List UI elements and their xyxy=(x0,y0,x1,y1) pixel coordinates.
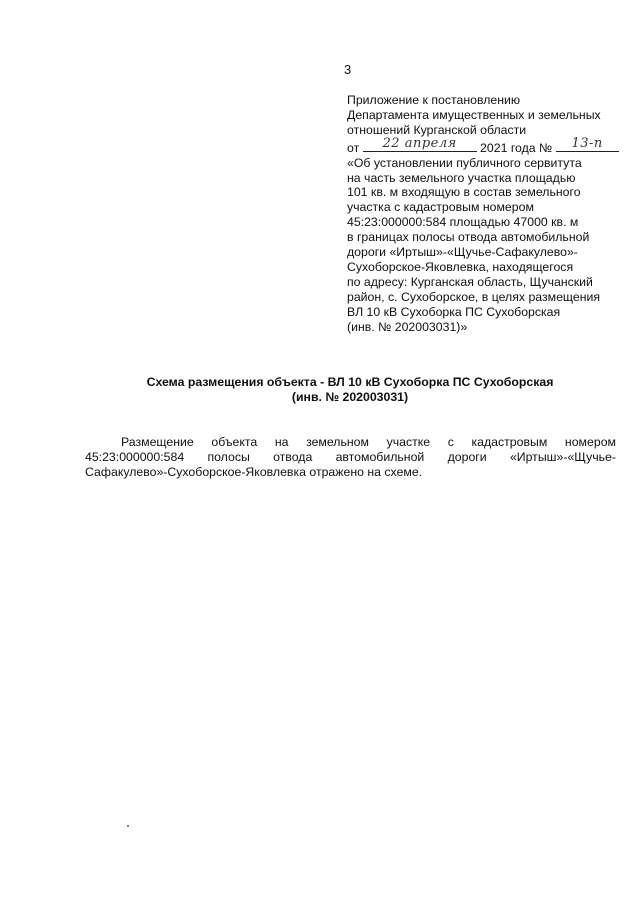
handwritten-number-field xyxy=(556,135,619,152)
body-line: Сафакулево»-Сухоборское-Яковлевка отражено на схеме. xyxy=(85,465,423,479)
appendix-line: отношений Курганской области xyxy=(347,122,527,137)
body-line: 45:23:000000:584 полосы отвода автомобильной дороги «Иртыш»-«Щучье- xyxy=(85,450,616,464)
appendix-line: район, с. Сухоборское, в целях размещения xyxy=(347,289,601,304)
document-heading xyxy=(70,375,630,405)
appendix-line: «Об установлении публичного сервитута xyxy=(347,155,582,170)
appendix-block xyxy=(347,93,622,335)
appendix-line: Приложение к постановлению xyxy=(347,93,521,107)
scan-speck xyxy=(127,825,129,827)
handwritten-number: 13-п xyxy=(571,135,603,151)
heading-line: Схема размещения объекта - ВЛ 10 кВ Сухоборка ПС Сухоборская xyxy=(146,375,554,389)
handwritten-date: 22 апреля xyxy=(382,135,457,151)
appendix-line: по адресу: Курганская область, Щучанский xyxy=(347,274,593,289)
appendix-date-line xyxy=(347,135,622,156)
body-paragraph xyxy=(85,435,616,480)
appendix-line: участка с кадастровым номером xyxy=(347,200,534,215)
appendix-line: дороги «Иртыш»-«Щучье-Сафакулево»- xyxy=(347,245,578,260)
date-prefix: от xyxy=(347,140,360,155)
handwritten-date-field xyxy=(363,135,477,152)
appendix-line: (инв. № 202003031)» xyxy=(347,319,468,334)
appendix-line: 101 кв. м входящую в состав земельного xyxy=(347,185,581,200)
appendix-line: Сухоборское-Яковлевка, находящегося xyxy=(347,259,574,274)
appendix-line: Департамента имущественных и земельных xyxy=(347,107,601,122)
appendix-line: на часть земельного участка площадью xyxy=(347,170,576,185)
page-number: 3 xyxy=(344,62,352,77)
appendix-line: ВЛ 10 кВ Сухоборка ПС Сухоборская xyxy=(347,304,561,319)
heading-line: (инв. № 202003031) xyxy=(291,390,409,404)
appendix-line: 45:23:000000:584 площадью 47000 кв. м xyxy=(347,215,579,230)
body-line: Размещение объекта на земельном участке с кадастровым номером xyxy=(121,435,616,449)
year-text: 2021 года № xyxy=(480,140,553,155)
appendix-line: в границах полосы отвода автомобильной xyxy=(347,230,590,245)
